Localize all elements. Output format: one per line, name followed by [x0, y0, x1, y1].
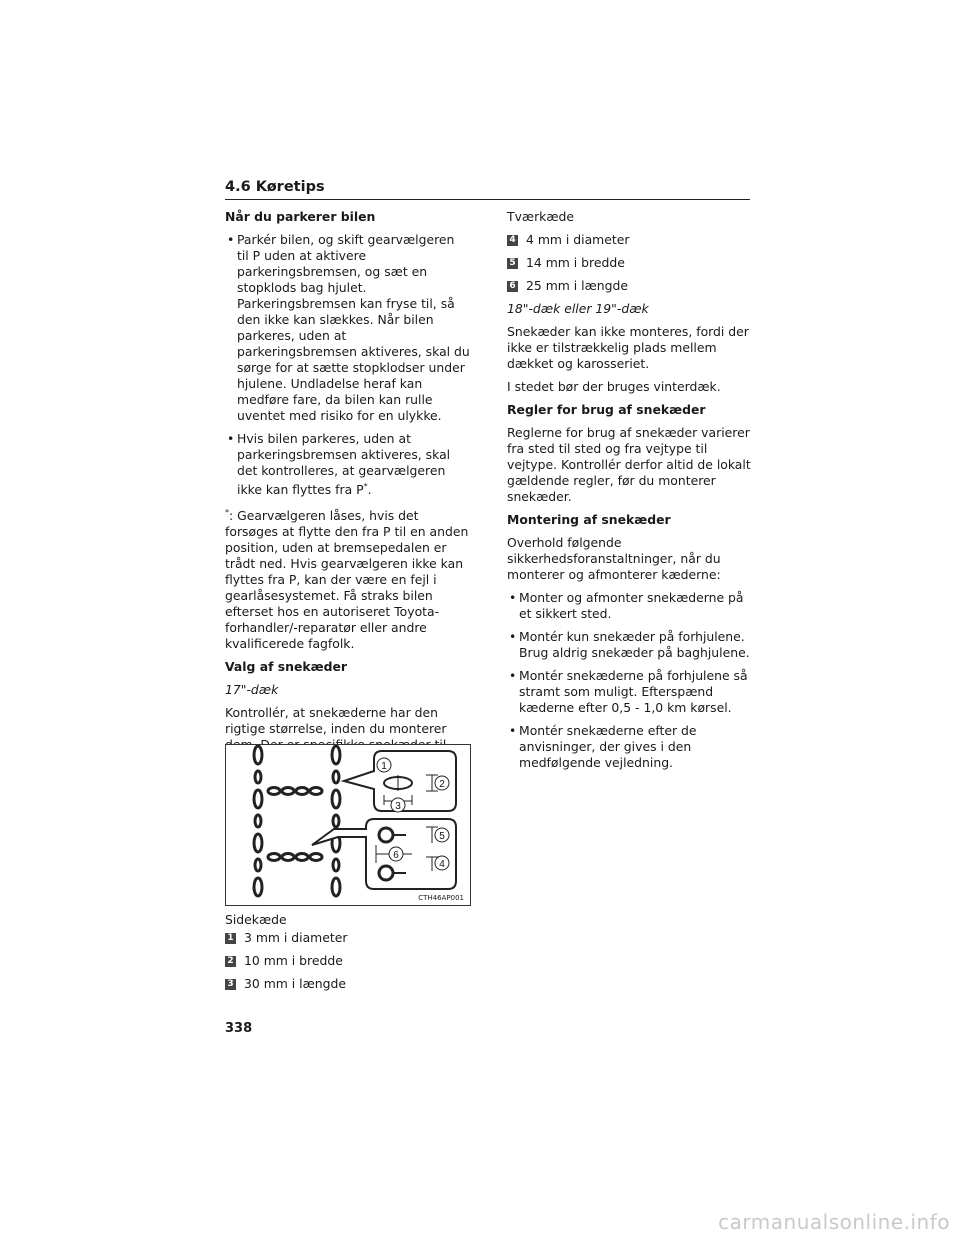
watermark: carmanualsonline.info: [718, 1210, 950, 1234]
page-number: 338: [225, 1021, 253, 1036]
right-column: [507, 209, 752, 778]
spec-number: 4: [507, 235, 518, 246]
spec-number: 3: [225, 979, 236, 990]
rules-text: Reglerne for brug af snekæder varierer fra sted til sted og fra vejtype til vejtype. Kontrollér derfor altid de lokalt gældende regler, før du monterer snekæder.: [507, 425, 751, 504]
chain-illustration: [226, 745, 470, 905]
spec-row: [225, 976, 470, 992]
spec-row: [507, 232, 752, 248]
side-chain-label: Sidekæde: [225, 912, 287, 927]
tire17-text: Kontrollér, at snekæderne har den rigtige størrelse, inden du monterer: [225, 705, 447, 737]
snow-chain-figure: [225, 744, 471, 906]
parking-heading: Når du parkerer bilen: [225, 209, 376, 224]
bullet-text: Hvis bilen parkeres, uden at parkeringsbremsen aktiveres, skal det kontrolleres, at gearvælgeren ikke kan flyttes fra P: [237, 431, 451, 498]
spec-row: [225, 953, 470, 969]
spec-number: 2: [225, 956, 236, 967]
rules-heading: Regler for brug af snekæder: [507, 402, 706, 417]
mount-intro: Overhold følgende sikkerhedsforanstaltninger, når du monterer og afmonterer kæderne:: [507, 535, 721, 582]
tire18-label: 18"-dæk eller 19"-dæk: [507, 301, 649, 316]
callout-5: 5: [439, 831, 445, 842]
spec-row: [507, 255, 752, 271]
callout-6: 6: [393, 850, 399, 861]
tire17-label: 17"-dæk: [225, 682, 279, 698]
mount-heading: Montering af snekæder: [507, 512, 671, 527]
left-column: [225, 209, 470, 776]
cross-chain-label: Tværkæde: [507, 209, 574, 224]
footnote-mark: *: [363, 482, 368, 491]
list-item: • Monter og afmonter snekæderne på et sikkert sted.: [507, 590, 752, 622]
spec-text: 4 mm i diameter: [526, 232, 630, 247]
callout-1: 1: [381, 761, 387, 772]
chains-heading: Valg af snekæder: [225, 659, 347, 675]
callout-4: 4: [439, 859, 445, 870]
list-item: • Parkér bilen, og skift gearvælgeren til P uden at aktivere parkeringsbremsen, og sæt en stopklods bag hjulet. Parkeringsbremsen kan fryse til, så den ikke kan slækkes. Når bilen parkeres, uden at parkeringsbremsen aktiveres, skal du sørge for at sætte stopklodser under hjulene. Undladelse heraf kan medføre fare, da bilen kan rulle uventet med risiko for en ulykke.: [225, 232, 470, 424]
spec-number: 6: [507, 281, 518, 292]
callout-3: 3: [395, 801, 401, 812]
callout-2: 2: [439, 779, 445, 790]
spec-text: 25 mm i længde: [526, 278, 628, 293]
list-item: • Montér kun snekæder på forhjulene. Brug aldrig snekæder på baghjulene.: [507, 629, 752, 661]
spec-text: 30 mm i længde: [244, 976, 346, 991]
footnote-mark: *: [225, 508, 229, 518]
tire18-text: Snekæder kan ikke monteres, fordi der ikke er tilstrækkelig plads mellem dækket og karosseriet.: [507, 324, 749, 371]
footnote-text: : Gearvælgeren låses, hvis det forsøges at flytte den fra P til en anden position, uden at bremsepedalen er trådt ned. Hvis gearvælgeren ikke kan flyttes fra P, kan der være en fejl i gearlåsesystemet. Få straks bilen efterset hos en autoriseret Toyota-forhandler/-reparatør eller andre kvalificerede fagfolk.: [225, 508, 469, 652]
winter-text: I stedet bør der bruges vinterdæk.: [507, 379, 721, 394]
list-item: [225, 431, 470, 498]
figure-code: CTH46AP001: [418, 894, 464, 902]
spec-number: 5: [507, 258, 518, 269]
spec-number: 1: [225, 933, 236, 944]
spec-row: [225, 930, 470, 946]
list-item: • Montér snekæderne efter de anvisninger, der gives i den medfølgende vejledning.: [507, 723, 752, 771]
spec-text: 14 mm i bredde: [526, 255, 625, 270]
header-rule: [225, 199, 750, 200]
section-title: 4.6 Køretips: [225, 179, 325, 195]
parking-list: [225, 232, 470, 498]
spec-text: 3 mm i diameter: [244, 930, 348, 945]
list-item: • Montér snekæderne på forhjulene så stramt som muligt. Efterspænd kæderne efter 0,5 - 1,0 km kørsel.: [507, 668, 752, 716]
spec-text: 10 mm i bredde: [244, 953, 343, 968]
side-chain-block: [225, 912, 470, 999]
spec-row: [507, 278, 752, 294]
bullet-suffix: .: [367, 482, 372, 498]
footnote: [225, 505, 470, 652]
mount-list: [507, 590, 752, 771]
